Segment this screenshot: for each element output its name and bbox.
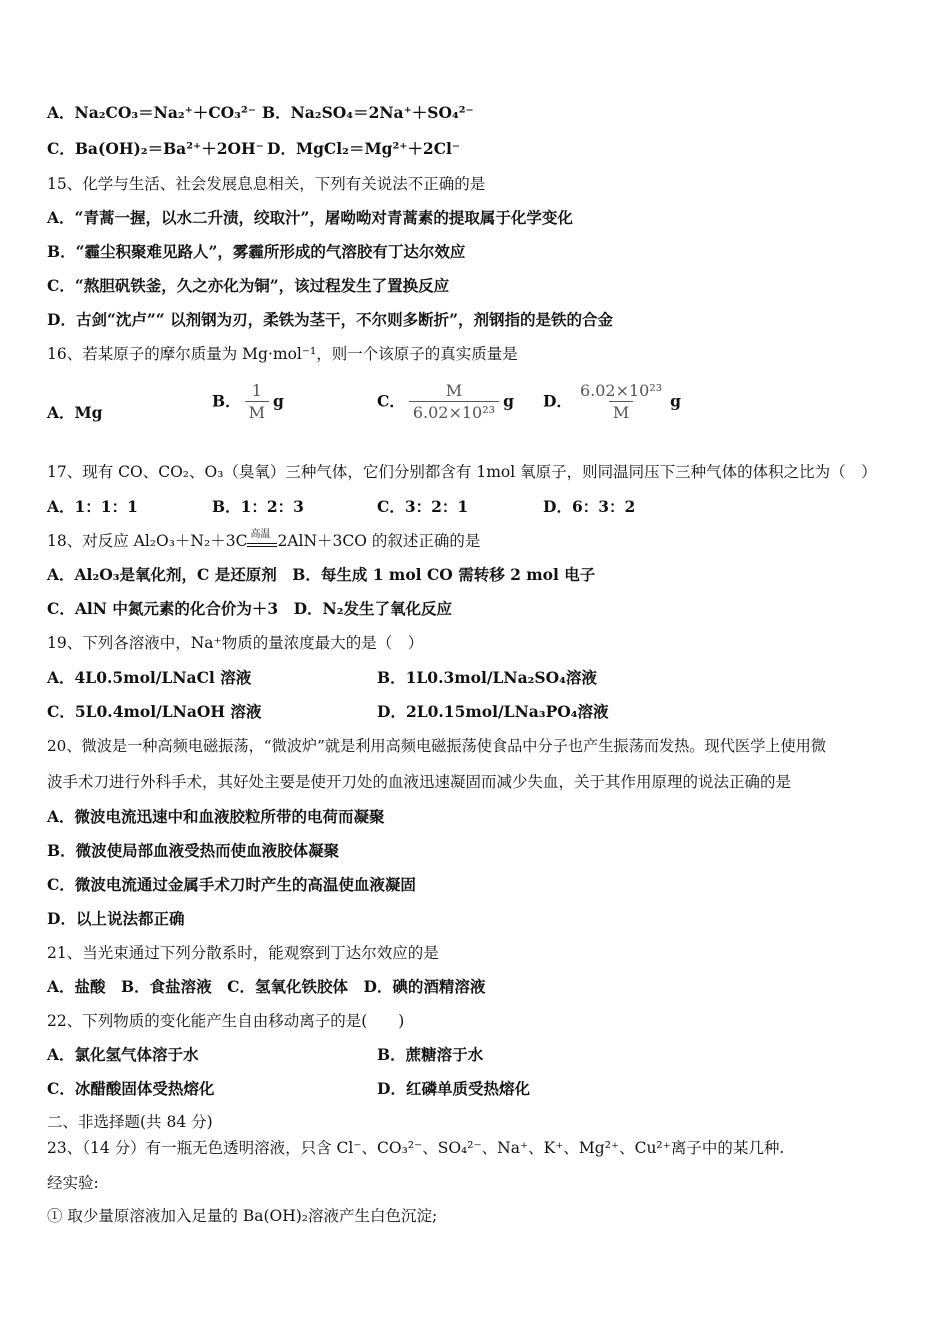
q20-option-b: B．微波使局部血液受热而使血液胶体凝聚 (47, 841, 340, 860)
q19-option-d: D．2L0.15mol/LNa₃PO₄溶液 (377, 702, 609, 721)
unit: g (503, 391, 514, 411)
q15-option-a: A．“青蒿一握，以水二升渍，绞取汁”，屠呦呦对青蒿素的提取属于化学变化 (47, 208, 573, 227)
q22-option-c: C．冰醋酸固体受热熔化 (47, 1079, 215, 1098)
q17-option-b: B．1：2：3 (212, 497, 304, 516)
q19-stem: 19、下列各溶液中，Na⁺物质的量浓度最大的是（ ） (47, 634, 424, 652)
q18-stem-post: 2AlN＋3CO 的叙述正确的是 (277, 532, 481, 550)
q16-option-d-fraction (576, 381, 666, 424)
q16-stem: 16、若某原子的摩尔质量为 Mg·mol⁻¹，则一个该原子的真实质量是 (47, 345, 518, 363)
section-title: 二、非选择题(共 84 分) (47, 1113, 213, 1131)
reaction-condition (247, 529, 277, 547)
q16-option-b-label: B． (212, 391, 241, 411)
q18-options-ab: A．Al₂O₃是氧化剂，C 是还原剂 B．每生成 1 mol CO 需转移 2 mol 电子 (47, 565, 596, 584)
q21-stem: 21、当光束通过下列分散系时，能观察到丁达尔效应的是 (47, 944, 439, 962)
fraction-numerator: 1 (251, 381, 262, 400)
q18-stem-pre: 18、对反应 Al₂O₃＋N₂＋3C (47, 532, 248, 550)
fraction-numerator: M (445, 381, 463, 400)
fraction-denominator: 6.02×10²³ (409, 401, 499, 424)
q18-options-cd: C．AlN 中氮元素的化合价为＋3 D．N₂发生了氧化反应 (47, 599, 452, 618)
reaction-condition-label: 高温 (250, 529, 271, 540)
q20-option-a: A．微波电流迅速中和血液胶粒所带的电荷而凝聚 (47, 807, 385, 826)
q23-experiment-label: 经实验: (47, 1174, 99, 1192)
q22-option-b: B．蔗糖溶于水 (377, 1045, 484, 1064)
q17-option-d: D．6：3：2 (543, 497, 636, 516)
q17-stem: 17、现有 CO、CO₂、O₃（臭氧）三种气体，它们分别都含有 1mol 氧原子，则同温同压下三种气体的体积之比为（ ） (47, 463, 877, 481)
q20-stem-line2: 波手术刀进行外科手术，其好处主要是使开刀处的血液迅速凝固而减少失血，关于其作用原理的说法正确的是 (47, 773, 792, 791)
q23-step-1: ① 取少量原溶液加入足量的 Ba(OH)₂溶液产生白色沉淀; (47, 1207, 438, 1225)
q16-option-c (377, 381, 514, 424)
q17-option-c: C．3：2：1 (377, 497, 469, 516)
q15-option-b: B．“霾尘积聚难见路人”，雾霾所形成的气溶胶有丁达尔效应 (47, 242, 466, 261)
q22-stem: 22、下列物质的变化能产生自由移动离子的是( ) (47, 1012, 405, 1030)
q14-option-c: C．Ba(OH)₂＝Ba²⁺＋2OH⁻ (47, 139, 264, 158)
q20-option-c: C．微波电流通过金属手术刀时产生的高温使血液凝固 (47, 875, 416, 894)
q22-option-d: D．红磷单质受热熔化 (377, 1079, 530, 1098)
q14-option-d: D．MgCl₂＝Mg²⁺＋2Cl⁻ (267, 139, 461, 158)
q14-option-b: B．Na₂SO₄＝2Na⁺＋SO₄²⁻ (262, 103, 474, 122)
q17-option-a: A．1：1：1 (47, 497, 138, 516)
q20-stem-line1: 20、微波是一种高频电磁振荡，“微波炉”就是利用高频电磁振荡使食品中分子也产生振荡而发热。现代医学上使用微 (47, 737, 827, 755)
q16-option-b-fraction (245, 381, 269, 424)
unit: g (670, 391, 682, 411)
q16-option-c-fraction (409, 381, 499, 424)
q19-option-c: C．5L0.4mol/LNaOH 溶液 (47, 702, 262, 721)
q19-option-a: A．4L0.5mol/LNaCl 溶液 (47, 668, 252, 687)
q21-options: A．盐酸 B．食盐溶液 C．氢氧化铁胶体 D．碘的酒精溶液 (47, 977, 486, 996)
q15-option-c: C．“熬胆矾铁釜，久之亦化为铜”，该过程发生了置换反应 (47, 276, 450, 295)
q16-option-d-label: D． (543, 391, 572, 411)
unit: g (273, 391, 284, 411)
q16-option-d (543, 381, 681, 424)
q16-option-b (212, 381, 284, 424)
q23-stem: 23、（14 分）有一瓶无色透明溶液，只含 Cl⁻、CO₃²⁻、SO₄²⁻、Na⁺、K⁺、Mg²⁺、Cu²⁺离子中的某几种. (47, 1139, 785, 1157)
q19-option-b: B．1L0.3mol/LNa₂SO₄溶液 (377, 668, 597, 687)
fraction-denominator: M (609, 401, 633, 424)
q18-stem (47, 531, 480, 551)
q16-option-a: A．Mg (47, 403, 103, 422)
fraction-denominator: M (245, 401, 269, 424)
fraction-numerator: 6.02×10²³ (579, 381, 663, 400)
q22-option-a: A．氯化氢气体溶于水 (47, 1045, 199, 1064)
q15-stem: 15、化学与生活、社会发展息息相关，下列有关说法不正确的是 (47, 175, 486, 193)
q14-option-a: A．Na₂CO₃＝Na₂⁺＋CO₃²⁻ (47, 103, 256, 122)
q15-option-d: D．古剑“沈卢”“ 以剂钢为刃，柔铁为茎干，不尔则多断折”，剂钢指的是铁的合金 (47, 310, 614, 329)
q16-option-c-label: C． (377, 391, 405, 411)
q20-option-d: D．以上说法都正确 (47, 909, 185, 928)
